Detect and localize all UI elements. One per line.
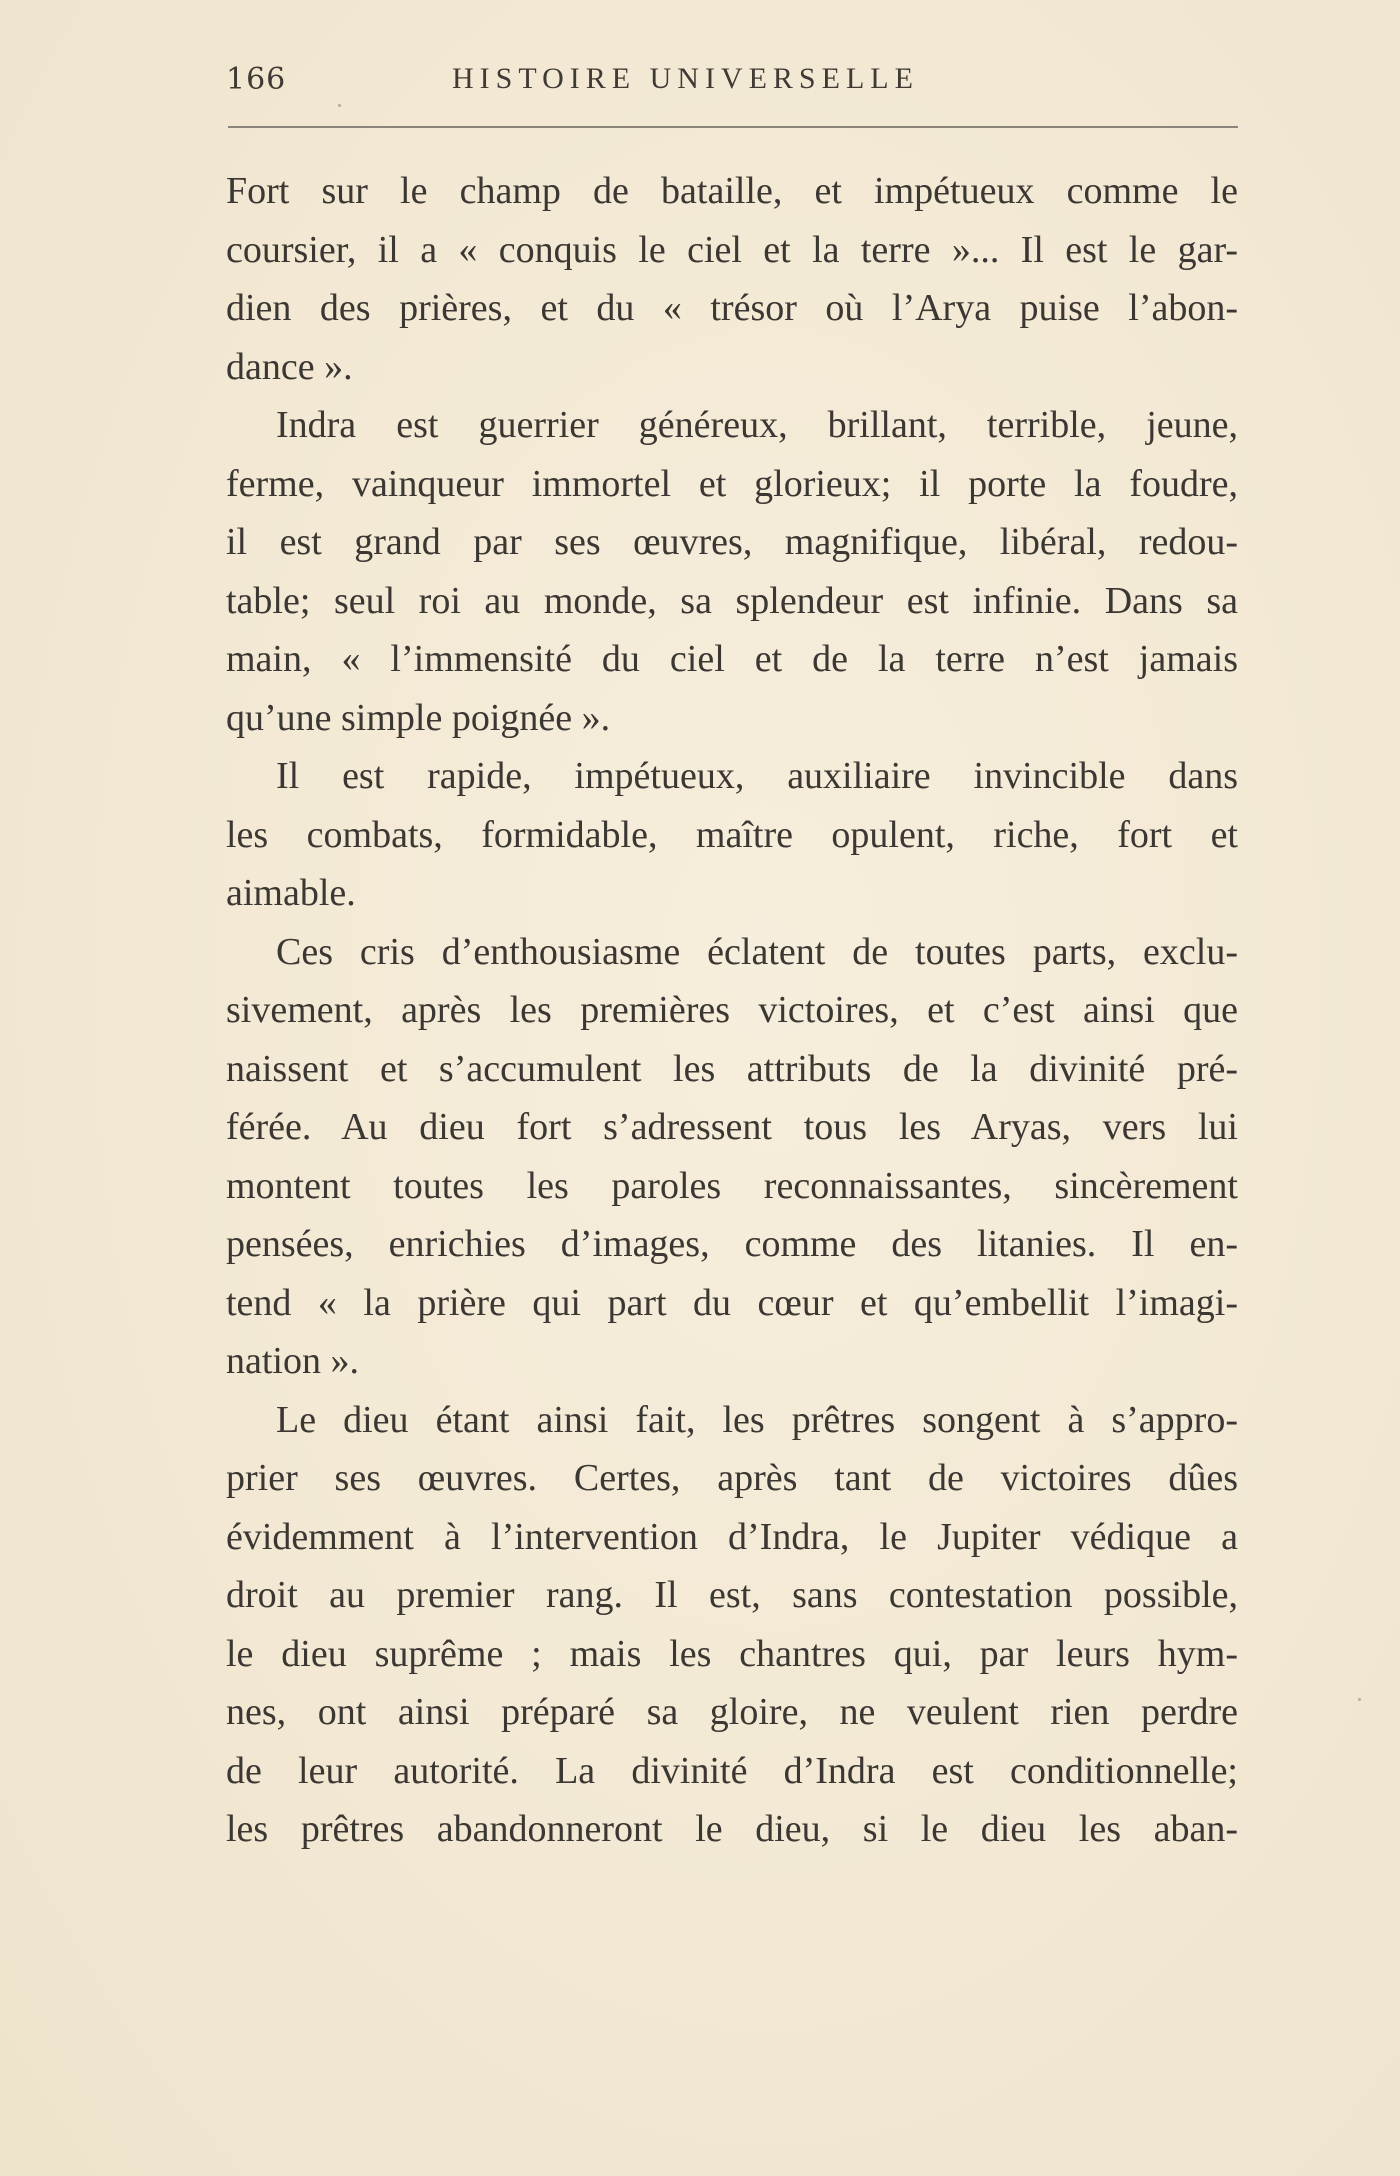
header-rule — [228, 126, 1238, 128]
text-line: qu’une simple poignée ». — [226, 696, 611, 739]
text-line: de leur autorité. La divinité d’Indra est conditionnelle; — [226, 1749, 1238, 1792]
text-line: férée. Au dieu fort s’adressent tous les Aryas, vers lui — [226, 1106, 1238, 1148]
text-line: pensées, enrichies d’images, comme des litanies. Il en- — [226, 1223, 1238, 1265]
running-title: HISTOIRE UNIVERSELLE — [452, 62, 919, 95]
text-line: Indra est guerrier généreux, brillant, terrible, jeune, — [276, 404, 1238, 446]
text-line: il est grand par ses œuvres, magnifique, libéral, redou- — [226, 521, 1238, 563]
text-line: Il est rapide, impétueux, auxiliaire invincible dans — [276, 755, 1238, 797]
paper-speck — [1358, 1698, 1361, 1701]
text-line: Fort sur le champ de bataille, et impétueux comme le — [226, 170, 1238, 212]
text-line: coursier, il a « conquis le ciel et la terre »... Il est le gar- — [226, 228, 1238, 271]
page-number: 166 — [226, 62, 287, 97]
text-line: ferme, vainqueur immortel et glorieux; il porte la foudre, — [226, 462, 1238, 505]
text-line: droit au premier rang. Il est, sans contestation possible, — [226, 1574, 1238, 1616]
text-line: naissent et s’accumulent les attributs de la divinité pré- — [226, 1047, 1238, 1090]
text-line: prier ses œuvres. Certes, après tant de victoires dûes — [226, 1457, 1238, 1499]
text-line: dance ». — [226, 345, 353, 388]
text-line: nes, ont ainsi préparé sa gloire, ne veulent rien perdre — [226, 1691, 1238, 1733]
text-line: dien des prières, et du « trésor où l’Arya puise l’abon- — [226, 287, 1238, 329]
text-line: aimable. — [226, 872, 356, 914]
paper-speck — [338, 104, 341, 107]
text-line: Ces cris d’enthousiasme éclatent de toutes parts, exclu- — [276, 930, 1238, 973]
text-line: les prêtres abandonneront le dieu, si le dieu les aban- — [226, 1808, 1238, 1850]
text-line: table; seul roi au monde, sa splendeur est infinie. Dans sa — [226, 579, 1238, 622]
text-line: montent toutes les paroles reconnaissantes, sincèrement — [226, 1164, 1238, 1207]
text-line: main, « l’immensité du ciel et de la terre n’est jamais — [226, 638, 1238, 680]
body-text — [226, 162, 1238, 1859]
text-line: le dieu suprême ; mais les chantres qui, par leurs hym- — [226, 1632, 1238, 1675]
running-head — [226, 62, 1236, 106]
text-line: sivement, après les premières victoires, et c’est ainsi que — [226, 989, 1238, 1031]
text-line: nation ». — [226, 1340, 359, 1382]
text-line: Le dieu étant ainsi fait, les prêtres songent à s’appro- — [276, 1398, 1238, 1441]
text-line: tend « la prière qui part du cœur et qu’embellit l’imagi- — [226, 1281, 1238, 1324]
text-line: évidemment à l’intervention d’Indra, le Jupiter védique a — [226, 1515, 1238, 1558]
text-line: les combats, formidable, maître opulent, riche, fort et — [226, 813, 1238, 856]
